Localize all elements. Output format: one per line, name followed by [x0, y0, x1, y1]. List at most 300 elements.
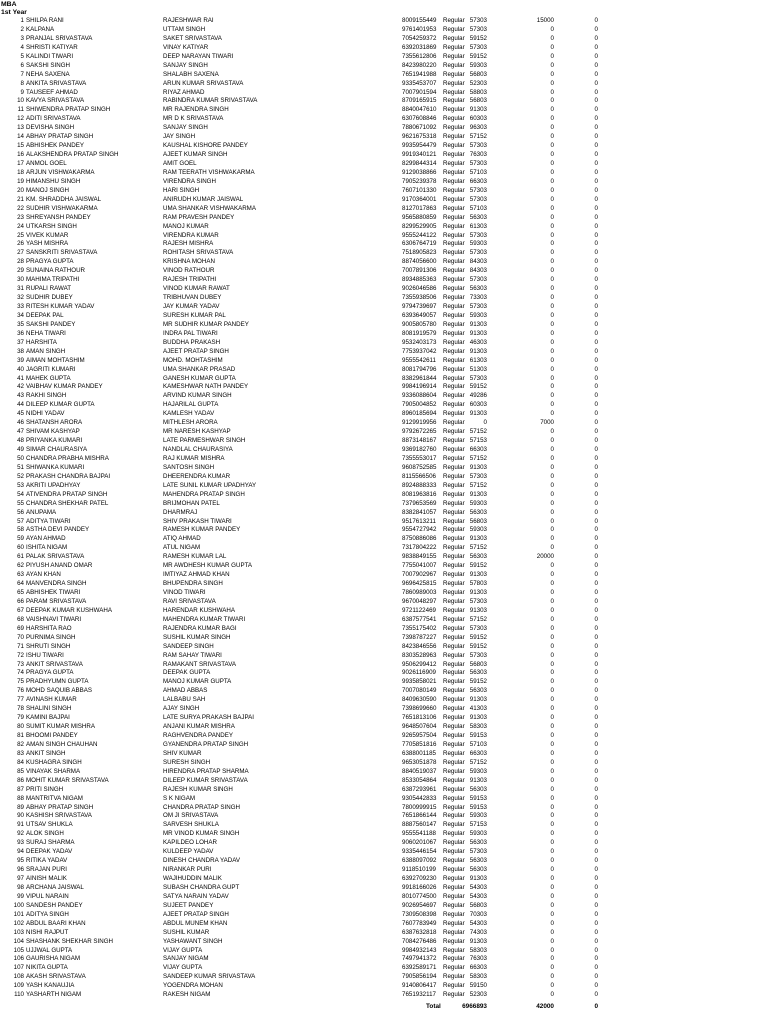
table-row [0, 151, 768, 160]
amount-col2: 0 [550, 222, 554, 230]
amount-col2: 0 [550, 973, 554, 981]
serial-number: 91 [17, 821, 24, 829]
table-row [0, 44, 768, 53]
table-row [0, 830, 768, 839]
father-name: VINOD RATHOUR [163, 267, 215, 275]
amount-col3: 0 [594, 580, 598, 588]
student-name: VAISHNAVI TIWARI [26, 615, 82, 623]
admission-type: Regular [443, 97, 465, 105]
table-row [0, 795, 768, 804]
admission-type: Regular [443, 249, 465, 257]
serial-number: 41 [17, 374, 24, 382]
amount-col3: 0 [594, 231, 598, 239]
phone-number: 7355175402 [402, 624, 437, 632]
fee-amount: 91303 [469, 696, 487, 704]
father-name: ATUL NIGAM [163, 544, 201, 552]
amount-col2: 0 [550, 168, 554, 176]
serial-number: 20 [17, 186, 24, 194]
phone-number: 9794739697 [402, 303, 437, 310]
amount-col2: 0 [550, 392, 554, 400]
total-col3: 0 [594, 1003, 598, 1010]
student-name: VIPUL NARAIN [26, 892, 69, 900]
amount-col2: 0 [550, 964, 554, 972]
phone-number: 8299844314 [402, 160, 437, 167]
table-row [0, 652, 768, 661]
table-row [0, 80, 768, 89]
father-name: AJEET PRATAP SINGH [163, 347, 229, 355]
table-row [0, 419, 768, 428]
father-name: SATYA NARAIN YADAV [163, 892, 229, 900]
phone-number: 9721122469 [402, 606, 436, 614]
student-name: AMAN SINGH CHAUHAN [26, 740, 98, 748]
admission-type: Regular [443, 285, 465, 293]
amount-col3: 0 [594, 875, 598, 882]
phone-number: 8873148167 [402, 437, 437, 445]
phone-number: 7518905823 [402, 249, 437, 257]
admission-type: Regular [443, 454, 465, 462]
serial-number: 23 [17, 213, 24, 221]
table-row [0, 392, 768, 401]
serial-number: 8 [20, 79, 24, 87]
serial-number: 42 [17, 383, 24, 391]
admission-type: Regular [443, 678, 465, 686]
amount-col3: 0 [594, 597, 598, 605]
serial-number: 21 [17, 195, 24, 203]
table-row [0, 687, 768, 696]
admission-type: Regular [443, 294, 465, 302]
phone-number: 8934885363 [402, 276, 437, 284]
phone-number: 9555542611 [402, 356, 436, 364]
phone-number: 9984196914 [402, 383, 437, 391]
amount-col3: 0 [594, 740, 598, 748]
amount-col2: 0 [550, 204, 554, 212]
admission-type: Regular [443, 160, 465, 167]
fee-amount: 59153 [469, 803, 487, 811]
amount-col3: 0 [594, 705, 598, 713]
amount-col3: 0 [594, 767, 598, 775]
father-name: VINOD KUMAR RAWAT [163, 285, 230, 293]
phone-number: 7905004852 [402, 401, 437, 409]
admission-type: Regular [443, 34, 465, 42]
table-row [0, 312, 768, 321]
father-name: TRIBHUVAN DUBEY [163, 294, 222, 302]
phone-number: 7651932117 [402, 991, 436, 999]
father-name: SANTOSH SINGH [163, 463, 215, 471]
amount-col3: 0 [594, 830, 598, 838]
table-row [0, 232, 768, 241]
table-row [0, 938, 768, 947]
phone-number: 7379653569 [402, 499, 437, 507]
admission-type: Regular [443, 964, 465, 972]
amount-col2: 0 [550, 606, 554, 614]
admission-type: Regular [443, 17, 465, 24]
serial-number: 50 [17, 454, 24, 462]
fee-amount: 73303 [469, 294, 487, 302]
admission-type: Regular [443, 973, 465, 981]
student-name: SHREYANSH PANDEY [26, 213, 91, 221]
serial-number: 17 [17, 160, 24, 167]
amount-col2: 0 [550, 43, 554, 51]
table-row [0, 741, 768, 750]
serial-number: 35 [17, 320, 24, 328]
serial-number: 95 [17, 857, 24, 865]
fee-amount: 57303 [469, 43, 487, 51]
fee-amount: 57303 [469, 848, 487, 856]
admission-type: Regular [443, 580, 465, 588]
father-name: RAM SAHAY TIWARI [163, 651, 222, 659]
fee-amount: 52303 [469, 79, 487, 87]
amount-col3: 0 [594, 428, 598, 436]
student-name: AMAN SINGH [26, 347, 66, 355]
serial-number: 78 [17, 705, 24, 713]
phone-number: 9005805780 [402, 320, 437, 328]
admission-type: Regular [443, 481, 465, 489]
father-name: KAMLESH YADAV [163, 410, 215, 418]
phone-number: 8533054864 [402, 776, 437, 784]
amount-col2: 0 [550, 356, 554, 364]
table-row [0, 294, 768, 303]
phone-number: 9129919956 [402, 419, 437, 427]
amount-col3: 0 [594, 303, 598, 310]
total-fee: 6966893 [462, 1003, 487, 1010]
admission-type: Regular [443, 615, 465, 623]
amount-col3: 0 [594, 919, 598, 927]
fee-amount: 57303 [469, 303, 487, 310]
amount-col2: 0 [550, 195, 554, 203]
amount-col2: 0 [550, 383, 554, 391]
fee-amount: 91303 [469, 463, 487, 471]
fee-amount: 59303 [469, 240, 487, 248]
student-name: AYAN AHMAD [26, 535, 66, 543]
fee-amount: 57152 [469, 481, 487, 489]
amount-col2: 0 [550, 767, 554, 775]
fee-amount: 57803 [469, 580, 487, 588]
admission-type: Regular [443, 70, 465, 78]
serial-number: 93 [17, 839, 24, 847]
student-name: KUSHAGRA SINGH [26, 758, 82, 766]
amount-col2: 0 [550, 830, 554, 838]
father-name: VIRENDRA KUMAR [163, 231, 219, 239]
father-name: KAUSHAL KISHORE PANDEY [163, 142, 248, 150]
father-name: SUBASH CHANDRA GUPT [163, 883, 240, 891]
serial-number: 80 [17, 723, 24, 731]
admission-type: Regular [443, 803, 465, 811]
amount-col2: 0 [550, 285, 554, 293]
admission-type: Regular [443, 106, 465, 114]
admission-type: Regular [443, 714, 465, 722]
admission-type: Regular [443, 946, 465, 954]
admission-type: Regular [443, 258, 465, 266]
fee-amount: 59303 [469, 830, 487, 838]
student-name: SUNAINA RATHOUR [26, 267, 86, 275]
fee-amount: 59303 [469, 311, 487, 319]
fee-amount: 76303 [469, 955, 487, 963]
phone-number: 9506299412 [402, 660, 437, 668]
father-name: RAMAKANT SRIVASTAVA [163, 660, 237, 668]
father-name: ANJANI KUMAR MISHRA [163, 723, 235, 731]
amount-col2: 0 [550, 883, 554, 891]
serial-number: 57 [17, 517, 24, 525]
fee-amount: 96303 [469, 124, 487, 132]
father-name: LALBABU SAH [163, 696, 206, 704]
amount-col2: 0 [550, 785, 554, 793]
admission-type: Regular [443, 499, 465, 507]
phone-number: 9118510199 [402, 866, 436, 874]
table-row [0, 366, 768, 375]
father-name: SANDEEP SINGH [163, 642, 214, 650]
table-row [0, 71, 768, 80]
amount-col2: 0 [550, 875, 554, 882]
fee-amount: 56303 [469, 866, 487, 874]
amount-col2: 0 [550, 589, 554, 596]
fee-amount: 59303 [469, 767, 487, 775]
amount-col3: 0 [594, 320, 598, 328]
amount-col2: 0 [550, 347, 554, 355]
admission-type: Regular [443, 812, 465, 820]
amount-col2: 0 [550, 535, 554, 543]
fee-amount: 91303 [469, 937, 487, 945]
fee-amount: 59303 [469, 499, 487, 507]
father-name: VIRENDRA SINGH [163, 177, 216, 185]
father-name: IMTIYAZ AHMAD KHAN [163, 571, 230, 579]
amount-col2: 0 [550, 34, 554, 42]
amount-col3: 0 [594, 222, 598, 230]
serial-number: 7 [20, 70, 24, 78]
fee-amount: 59152 [469, 678, 487, 686]
amount-col2: 15000 [536, 17, 554, 24]
student-name: ABDUL BAARI KHAN [26, 919, 86, 927]
student-name: AINISH MALIK [26, 875, 67, 882]
phone-number: 9555541188 [402, 830, 436, 838]
admission-type: Regular [443, 392, 465, 400]
admission-type: Regular [443, 329, 465, 337]
student-name: MANOJ SINGH [26, 186, 69, 194]
phone-number: 9648507604 [402, 723, 437, 731]
amount-col3: 0 [594, 687, 598, 695]
amount-col2: 0 [550, 213, 554, 221]
phone-number: 8709165915 [402, 97, 437, 105]
amount-col3: 0 [594, 490, 598, 498]
amount-col3: 0 [594, 311, 598, 319]
admission-type: Regular [443, 883, 465, 891]
phone-number: 9369182760 [402, 446, 437, 453]
serial-number: 92 [17, 830, 24, 838]
total-col2: 42000 [536, 1003, 554, 1010]
serial-number: 106 [13, 955, 24, 963]
father-name: MAHENDRA PRATAP SINGH [163, 490, 245, 498]
serial-number: 44 [17, 401, 24, 409]
fee-amount: 57303 [469, 195, 487, 203]
table-row [0, 330, 768, 339]
amount-col2: 0 [550, 848, 554, 856]
serial-number: 9 [20, 88, 24, 96]
father-name: SANDEEP KUMAR SRIVASTAVA [163, 973, 256, 981]
table-row [0, 812, 768, 821]
table-row [0, 848, 768, 857]
amount-col2: 0 [550, 231, 554, 239]
amount-col2: 20000 [536, 553, 554, 561]
amount-col2: 0 [550, 115, 554, 123]
student-name: ABHAY PRATAP SINGH [26, 133, 94, 141]
serial-number: 103 [13, 928, 24, 936]
student-name: NISHI RAJPUT [26, 928, 69, 936]
father-name: SURESH KUMAR PAL [163, 311, 226, 319]
phone-number: 8127017863 [402, 204, 437, 212]
serial-number: 51 [17, 463, 24, 471]
admission-type: Regular [443, 267, 465, 275]
admission-type: Regular [443, 848, 465, 856]
table-row [0, 696, 768, 705]
phone-number: 8409630590 [402, 696, 437, 704]
amount-col2: 0 [550, 571, 554, 579]
admission-type: Regular [443, 186, 465, 194]
student-name: SHRUTI SINGH [26, 642, 71, 650]
serial-number: 54 [17, 490, 24, 498]
admission-type: Regular [443, 589, 465, 596]
table-row [0, 205, 768, 214]
student-name: PALAK SRIVASTAVA [26, 553, 85, 561]
amount-col2: 0 [550, 320, 554, 328]
student-name: ARCHANA JAISWAL [26, 883, 84, 891]
fee-amount: 56803 [469, 660, 487, 668]
amount-col2: 0 [550, 463, 554, 471]
father-name: SHALABH SAXENA [163, 70, 219, 78]
table-row [0, 509, 768, 518]
phone-number: 7905856194 [402, 973, 437, 981]
amount-col3: 0 [594, 213, 598, 221]
amount-col3: 0 [594, 758, 598, 766]
fee-amount: 57303 [469, 597, 487, 605]
table-row [0, 142, 768, 151]
amount-col2: 0 [550, 508, 554, 516]
father-name: ATIQ AHMAD [163, 535, 201, 543]
amount-col2: 0 [550, 499, 554, 507]
amount-col3: 0 [594, 508, 598, 516]
table-row [0, 115, 768, 124]
phone-number: 8081794796 [402, 365, 437, 373]
fee-amount: 56803 [469, 517, 487, 525]
serial-number: 6 [20, 61, 24, 69]
admission-type: Regular [443, 919, 465, 927]
amount-col3: 0 [594, 195, 598, 203]
amount-col3: 0 [594, 151, 598, 159]
father-name: S K NIGAM [163, 794, 195, 802]
phone-number: 9140806417 [402, 982, 437, 990]
serial-number: 76 [17, 687, 24, 695]
student-name: ANKIT SINGH [26, 749, 66, 757]
amount-col2: 0 [550, 151, 554, 159]
father-name: UMA SHANKAR VISHWAKARMA [163, 204, 256, 212]
student-name: HARSHITA [26, 338, 57, 346]
table-row [0, 804, 768, 813]
student-name: PRIYANKA KUMARI [26, 437, 83, 445]
admission-type: Regular [443, 696, 465, 704]
serial-number: 13 [17, 124, 24, 132]
father-name: HAJARILAL GUPTA [163, 401, 219, 409]
table-row [0, 428, 768, 437]
amount-col2: 0 [550, 597, 554, 605]
serial-number: 40 [17, 365, 24, 373]
fee-amount: 46303 [469, 338, 487, 346]
father-name: RAM TEERATH VISHWAKARMA [163, 168, 255, 176]
table-row [0, 187, 768, 196]
serial-number: 5 [20, 52, 24, 60]
amount-col3: 0 [594, 678, 598, 686]
student-name: ADITYA SINGH [26, 910, 69, 918]
admission-type: Regular [443, 204, 465, 212]
amount-col2: 0 [550, 732, 554, 739]
admission-type: Regular [443, 723, 465, 731]
fee-amount: 91303 [469, 106, 487, 114]
serial-number: 11 [17, 106, 24, 114]
student-name: TAUSEEF AHMAD [26, 88, 78, 96]
table-row [0, 383, 768, 392]
serial-number: 10 [17, 97, 24, 105]
amount-col3: 0 [594, 177, 598, 185]
amount-col3: 0 [594, 240, 598, 248]
father-name: MANOJ KUMAR [163, 222, 209, 230]
table-row [0, 920, 768, 929]
father-name: RAM PRAVESH PANDEY [163, 213, 235, 221]
fee-amount: 91303 [469, 714, 487, 722]
fee-amount: 70303 [469, 910, 487, 918]
fee-amount: 91303 [469, 606, 487, 614]
phone-number: 7880671092 [402, 124, 437, 132]
fee-amount: 56303 [469, 839, 487, 847]
phone-number: 9918166026 [402, 883, 437, 891]
student-name: RITESH KUMAR YADAV [26, 303, 95, 310]
table-row [0, 17, 768, 26]
amount-col3: 0 [594, 785, 598, 793]
amount-col2: 0 [550, 651, 554, 659]
father-name: HARI SINGH [163, 186, 200, 194]
father-name: GYANENDRA PRATAP SINGH [163, 740, 249, 748]
amount-col3: 0 [594, 329, 598, 337]
amount-col3: 0 [594, 410, 598, 418]
student-name: ISHU TIWARI [26, 651, 64, 659]
table-row [0, 768, 768, 777]
father-name: VINAY KATIYAR [163, 43, 209, 51]
phone-number: 7007080149 [402, 687, 437, 695]
student-name: SAKSHI SINGH [26, 61, 71, 69]
father-name: MR NARESH KASHYAP [163, 428, 231, 436]
amount-col2: 0 [550, 446, 554, 453]
table-row [0, 759, 768, 768]
fee-amount: 57303 [469, 160, 487, 167]
phone-number: 6388097092 [402, 857, 437, 865]
admission-type: Regular [443, 240, 465, 248]
fee-amount: 76303 [469, 151, 487, 159]
amount-col2: 0 [550, 562, 554, 570]
serial-number: 43 [17, 392, 24, 400]
amount-col2: 0 [550, 437, 554, 445]
serial-number: 22 [17, 204, 24, 212]
amount-col2: 0 [550, 982, 554, 990]
phone-number: 9335446154 [402, 848, 437, 856]
admission-type: Regular [443, 785, 465, 793]
father-name: DEEPAK GUPTA [163, 669, 211, 677]
father-name: SANJAY SINGH [163, 124, 208, 132]
amount-col2: 0 [550, 946, 554, 954]
father-name: KAPILDEO LOHAR [163, 839, 217, 847]
amount-col2: 0 [550, 97, 554, 105]
phone-number: 8423846556 [402, 642, 437, 650]
student-name: ANMOL GOEL [26, 160, 67, 167]
admission-type: Regular [443, 79, 465, 87]
student-name: AIMAN MOHTASHIM [26, 356, 85, 364]
student-name: KASHISH SRIVASTAVA [26, 812, 92, 820]
serial-number: 99 [17, 892, 24, 900]
